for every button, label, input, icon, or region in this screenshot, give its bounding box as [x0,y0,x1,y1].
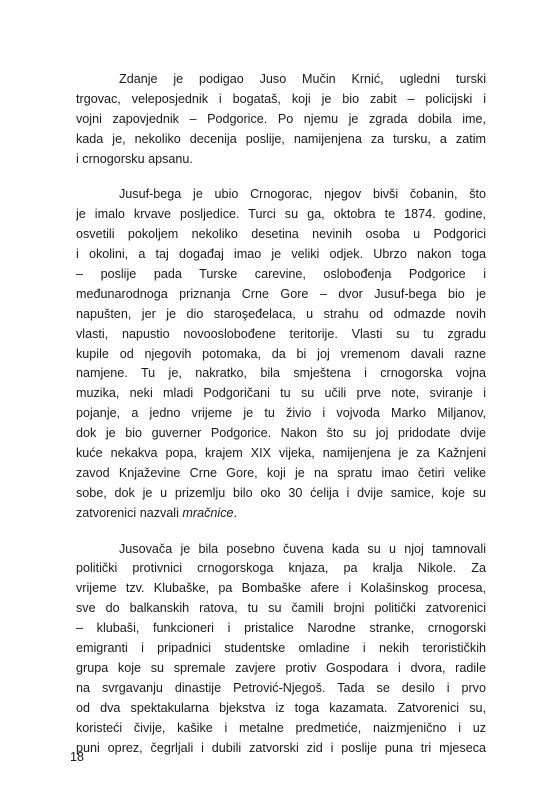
text-line: emigranti i pripadnici studentske omladine i nekih terorističkih [76,641,486,656]
text-line: kada je, nekoliko decenija poslije, namijenjena za tursku, a zatim [76,131,486,146]
text-line [76,504,486,524]
italic-term: mračnice [182,505,234,520]
text-line: i okolini, a taj događaj imao je veliki odjek. Ubrzo nakon toga [76,247,486,262]
text-line: puni oprez, čegrljali i dubili zatvorski zid i poslije puna tri mjeseca [76,740,486,755]
text-line: kupile od njegovih potomaka, da bi joj vremenom davali razne [76,346,486,361]
text-line: politički protivnici crnogorskoga knjaza, pa kralja Nikole. Za [76,561,486,576]
text-line: – poslije pada Turske carevine, oslobođenja Podgorice i [76,267,486,282]
text-line: kuće nekakva popa, krajem XIX vijeka, namijenjena je za Kažnjeni [76,446,486,461]
text-line: koristeći čivije, kašike i metalne predmetiće, naizmjenično i uz [76,720,486,735]
page-number: 18 [70,750,85,764]
paragraph-1 [76,70,486,169]
text-line: namjene. Tu je, nakratko, bila smještena i crnogorska vojna [76,366,486,381]
text-line: trgovac, veleposjednik i bogataš, koji je bio zabit – policijski i [76,91,486,106]
text-line: napušten, jer je dio staroşeđelaca, u strahu od odmazde novih [76,306,486,321]
paragraph-3 [76,540,486,759]
text-line: vlasti, napustio novooslobođene teritorije. Vlasti su tu zgradu [76,326,486,341]
text-line: zavod Knjaževine Crne Gore, koji je na spratu imao četiri velike [76,465,486,480]
text-line: sve do balkanskih ratova, tu su čamili brojni politički zatvorenici [76,601,486,616]
text-line: vrijeme tzv. Klubaške, pa Bombaške afere i Kolašinskog procesa, [76,581,486,596]
page-body [76,70,486,774]
text-line: Jusovača je bila posebno čuvena kada su u njoj tamnovali [119,541,486,556]
text-line: – klubaši, funkcioneri i pristalice Narodne stranke, crnogorski [76,621,486,636]
text-line: Zdanje je podigao Juso Mučin Krnić, ugledni turski [119,72,486,86]
text-line: sobe, dok je u prizemlju bilo oko 30 ćelija i dvije samice, koje su [76,485,486,500]
paragraph-2 [76,185,486,523]
text-line: dok je bio guverner Podgorice. Nakon što su joj pridodate dvije [76,426,486,441]
text-line: međunarodnoga priznanja Crne Gore – dvor Jusuf-bega bio je [76,286,486,301]
text-run: . [233,505,237,520]
text-line: i crnogorsku apsanu. [76,151,193,166]
text-line: vojni zapovjednik – Podgorice. Po njemu je zgrada dobila ime, [76,111,486,126]
text-line: Jusuf-bega je ubio Crnogorac, njegov bivši čobanin, što [119,187,486,202]
text-line: od dva spektakularna bjekstva iz toga kazamata. Zatvorenici su, [76,700,486,715]
text-line: muzika, neki mladi Podgoričani tu su učili prve note, sviranje i [76,386,486,401]
text-line: pojanje, a jedno vrijeme je tu živio i vojvoda Marko Miljanov, [76,406,486,421]
text-line: grupa koje su spremale zavjere protiv Gospodara i dvora, radile [76,660,486,675]
text-line: je imalo krvave posljedice. Turci su ga, oktobra te 1874. godine, [76,207,486,222]
text-line: na svrgavanju dinastije Petrović-Njegoš. Tada se desilo i prvo [76,680,486,695]
text-line: osvetili pokoljem nekoliko desetina nevinih osoba u Podgorici [76,227,486,242]
text-run: zatvorenici nazvali [76,505,183,520]
